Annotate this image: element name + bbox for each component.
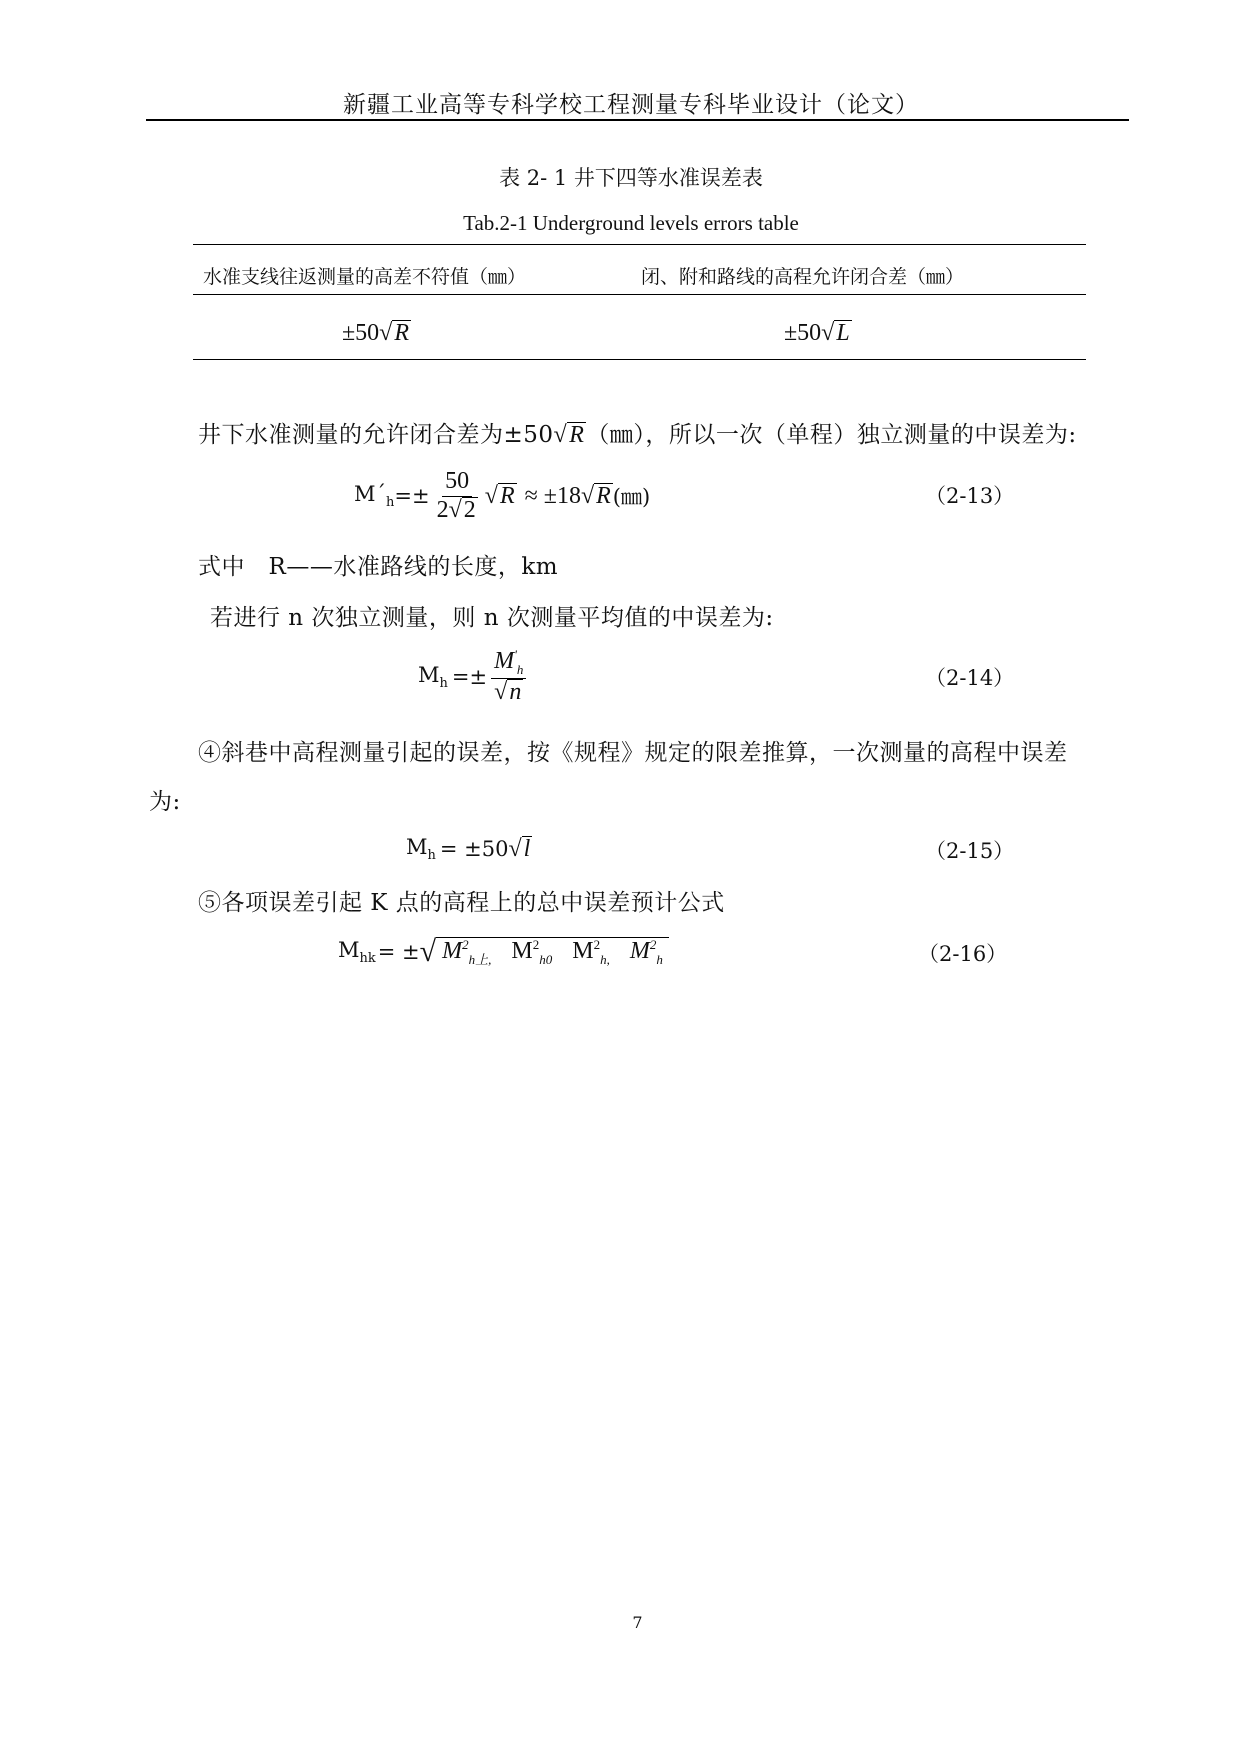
paragraph-n-measurements: 若进行 n 次独立测量，则 n 次测量平均值的中误差为: [210, 605, 774, 631]
eq-term-4-sub: h [656, 952, 663, 968]
page-number: 7 [632, 1613, 643, 1632]
eq-rhs-prefix: = ±50 [439, 837, 509, 861]
eq-term-4 [629, 937, 663, 968]
table-caption-cn: 表 2- 1 井下四等水准误差表 [499, 166, 763, 190]
equation-number-2-16: （2-16） [918, 942, 1008, 966]
eq-radicand [436, 937, 669, 966]
equation-2-16 [338, 932, 669, 972]
eq-lhs-symbol: M [406, 834, 428, 859]
table-cell-col2 [784, 320, 852, 347]
eq-term-4-symbol: M [629, 938, 650, 965]
eq-term-1 [442, 937, 492, 968]
eq-fraction-numerator: 50 [442, 468, 472, 497]
eq-term-2 [511, 937, 553, 968]
eq-lhs-sub: h [427, 848, 436, 864]
table-cell-col2-radicand: L [836, 320, 850, 346]
eq-lhs [338, 938, 376, 966]
eq-num-sup: ' [514, 646, 517, 662]
eq-radicand-1: R [499, 482, 515, 509]
eq-fraction-numerator [491, 648, 526, 679]
table-bottom-rule [193, 359, 1086, 360]
eq-fraction-denominator: 2√2 [436, 496, 476, 523]
paragraph-radicand: R [569, 422, 585, 448]
eq-term-2-symbol: M [511, 938, 533, 965]
eq-term-3-symbol: M [572, 938, 594, 965]
eq-approx-term: ≈ ±18 [524, 482, 581, 509]
paragraph-variable-definition: 式中 R——水准路线的长度，km [198, 554, 559, 580]
eq-term-3-sup: 2 [593, 937, 601, 953]
eq-lhs [406, 835, 436, 863]
radical-sign: √ [508, 835, 522, 862]
table-header-rule [193, 294, 1086, 295]
eq-lhs-symbol: M´ [354, 481, 387, 506]
radical-sign: √ [553, 422, 568, 448]
equation-2-15 [406, 830, 532, 868]
radical-sign: √ [379, 320, 393, 346]
paragraph-text-after: （㎜），所以一次（单程）独立测量的中误差为: [586, 422, 1077, 448]
radical-sign: √ [484, 482, 498, 509]
header-divider [146, 119, 1129, 121]
eq-lhs [354, 482, 394, 510]
radical-sign: √ [419, 935, 437, 968]
eq-term-1-sub: h上, [468, 952, 492, 968]
table-header-col1: 水准支线往返测量的高差不符值（㎜） [203, 266, 527, 288]
eq-term-1-sup: 2 [462, 937, 469, 953]
paragraph-slope-error-line2: 为: [149, 789, 181, 815]
eq-term-2-sub: h0 [539, 952, 553, 968]
equation-number-2-13: （2-13） [925, 484, 1015, 508]
eq-den-radicand: 2 [463, 496, 476, 523]
eq-term-3-sub: h, [600, 952, 610, 968]
eq-lhs-sub: h [439, 676, 448, 692]
page-header-title: 新疆工业高等专科学校工程测量专科毕业设计（论文） [343, 92, 919, 118]
paragraph-closure-error [198, 416, 1077, 449]
eq-lhs-sub: hk [359, 951, 376, 967]
eq-fraction-denominator: √n [494, 678, 522, 705]
table-header-col2: 闭、附和路线的高程允许闭合差（㎜） [641, 266, 965, 288]
equation-2-13 [354, 465, 650, 527]
paragraph-slope-error-line1: ④斜巷中高程测量引起的误差，按《规程》规定的限差推算，一次测量的高程中误差 [198, 740, 1068, 766]
eq-lhs-sub: h [386, 495, 395, 511]
eq-den-coef: 2 [436, 496, 449, 523]
equation-2-14 [418, 644, 530, 710]
eq-equals-pm: =± [394, 484, 430, 508]
eq-num-sub: h [516, 661, 524, 677]
eq-den-radicand: n [509, 678, 522, 705]
table-cell-col1-radicand: R [394, 320, 410, 346]
eq-equals-pm: = ± [377, 940, 420, 964]
eq-term-4-sup: 2 [649, 937, 657, 953]
eq-unit: (㎜) [612, 485, 651, 509]
table-caption-en: Tab.2-1 Underground levels errors table [463, 211, 799, 235]
eq-radicand-2: R [596, 482, 611, 509]
table-cell-col2-prefix: ±50 [784, 320, 822, 346]
radical-sign: √ [821, 320, 835, 346]
eq-num-symbol: M [494, 647, 515, 674]
eq-lhs [418, 663, 448, 691]
radical-sign: √ [580, 482, 595, 509]
eq-term-2-sup: 2 [532, 937, 540, 953]
eq-equals-pm: =± [451, 665, 488, 689]
equation-number-2-15: （2-15） [925, 839, 1015, 863]
paragraph-text-before: 井下水准测量的允许闭合差为±50 [198, 422, 554, 448]
table-top-rule [193, 244, 1086, 245]
eq-fraction [491, 648, 526, 706]
table-cell-col1 [342, 320, 411, 347]
paragraph-total-error: ⑤各项误差引起 K 点的高程上的总中误差预计公式 [198, 890, 725, 916]
eq-radicand: l [523, 835, 531, 862]
eq-lhs-symbol: M [418, 662, 440, 687]
eq-term-1-symbol: M [442, 938, 463, 965]
eq-fraction [434, 468, 481, 524]
eq-term-3 [572, 937, 610, 968]
equation-number-2-14: （2-14） [925, 666, 1015, 690]
table-cell-col1-prefix: ±50 [342, 320, 380, 346]
eq-lhs-symbol: M [338, 937, 360, 962]
